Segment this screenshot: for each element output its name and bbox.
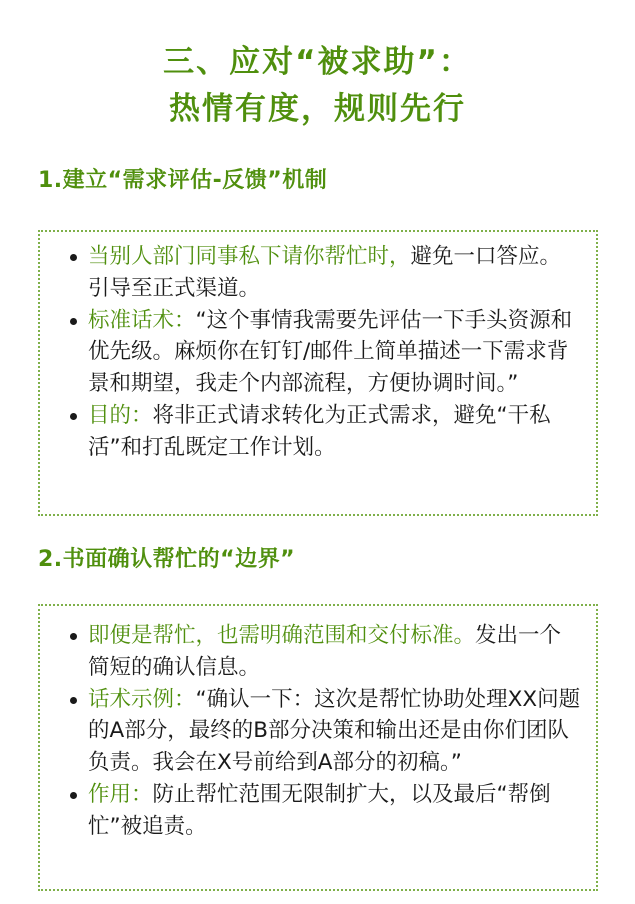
page-title-line-2: 热情有度，规则先行 (169, 91, 466, 127)
section-1-list (40, 241, 596, 464)
section-2-list (40, 620, 596, 843)
item-text: “确认一下：这次是帮忙协助处理XX问题的A部分，最终的B部分决策和输出还是由你们团队负责。我会在X号前给到A部分的初稿。” (88, 686, 581, 776)
bullet-dot-icon (70, 697, 77, 704)
list-item (40, 305, 596, 400)
list-item (40, 400, 596, 464)
section-1-heading: 1.建立“需求评估-反馈”机制 (38, 168, 328, 193)
item-label: 当别人部门同事私下请你帮忙时， (88, 244, 411, 269)
item-text: 发出一个简短的确认信息。 (88, 623, 562, 680)
section-2-heading: 2.书面确认帮忙的“边界” (38, 547, 296, 572)
item-label: 即便是帮忙，也需明确范围和交付标准。 (88, 623, 476, 648)
list-item (40, 779, 596, 843)
item-label: 目的： (88, 402, 153, 428)
list-item (40, 620, 596, 684)
section-2-box (38, 604, 598, 891)
bullet-dot-icon (70, 792, 77, 799)
item-label: 话术示例： (88, 686, 196, 712)
item-text: 将非正式请求转化为正式需求，避免“干私活”和打乱既定工作计划。 (88, 402, 551, 460)
bullet-dot-icon (70, 318, 77, 325)
list-item (40, 241, 596, 305)
item-label: 标准话术： (88, 307, 196, 333)
page-title-line-1: 三、应对“被求助”： (163, 44, 472, 80)
item-text: 避免一口答应。引导至正式渠道。 (88, 244, 562, 301)
list-item (40, 684, 596, 779)
item-text: 防止帮忙范围无限制扩大，以及最后“帮倒忙”被追责。 (88, 781, 551, 839)
bullet-dot-icon (70, 413, 77, 420)
item-label: 作用： (88, 781, 153, 807)
bullet-dot-icon (70, 254, 77, 261)
item-text: “这个事情我需要先评估一下手头资源和优先级。麻烦你在钉钉/邮件上简单描述一下需求背景和期望，我走个内部流程，方便协调时间。” (88, 307, 573, 397)
section-1-box (38, 230, 598, 516)
bullet-dot-icon (70, 633, 77, 640)
